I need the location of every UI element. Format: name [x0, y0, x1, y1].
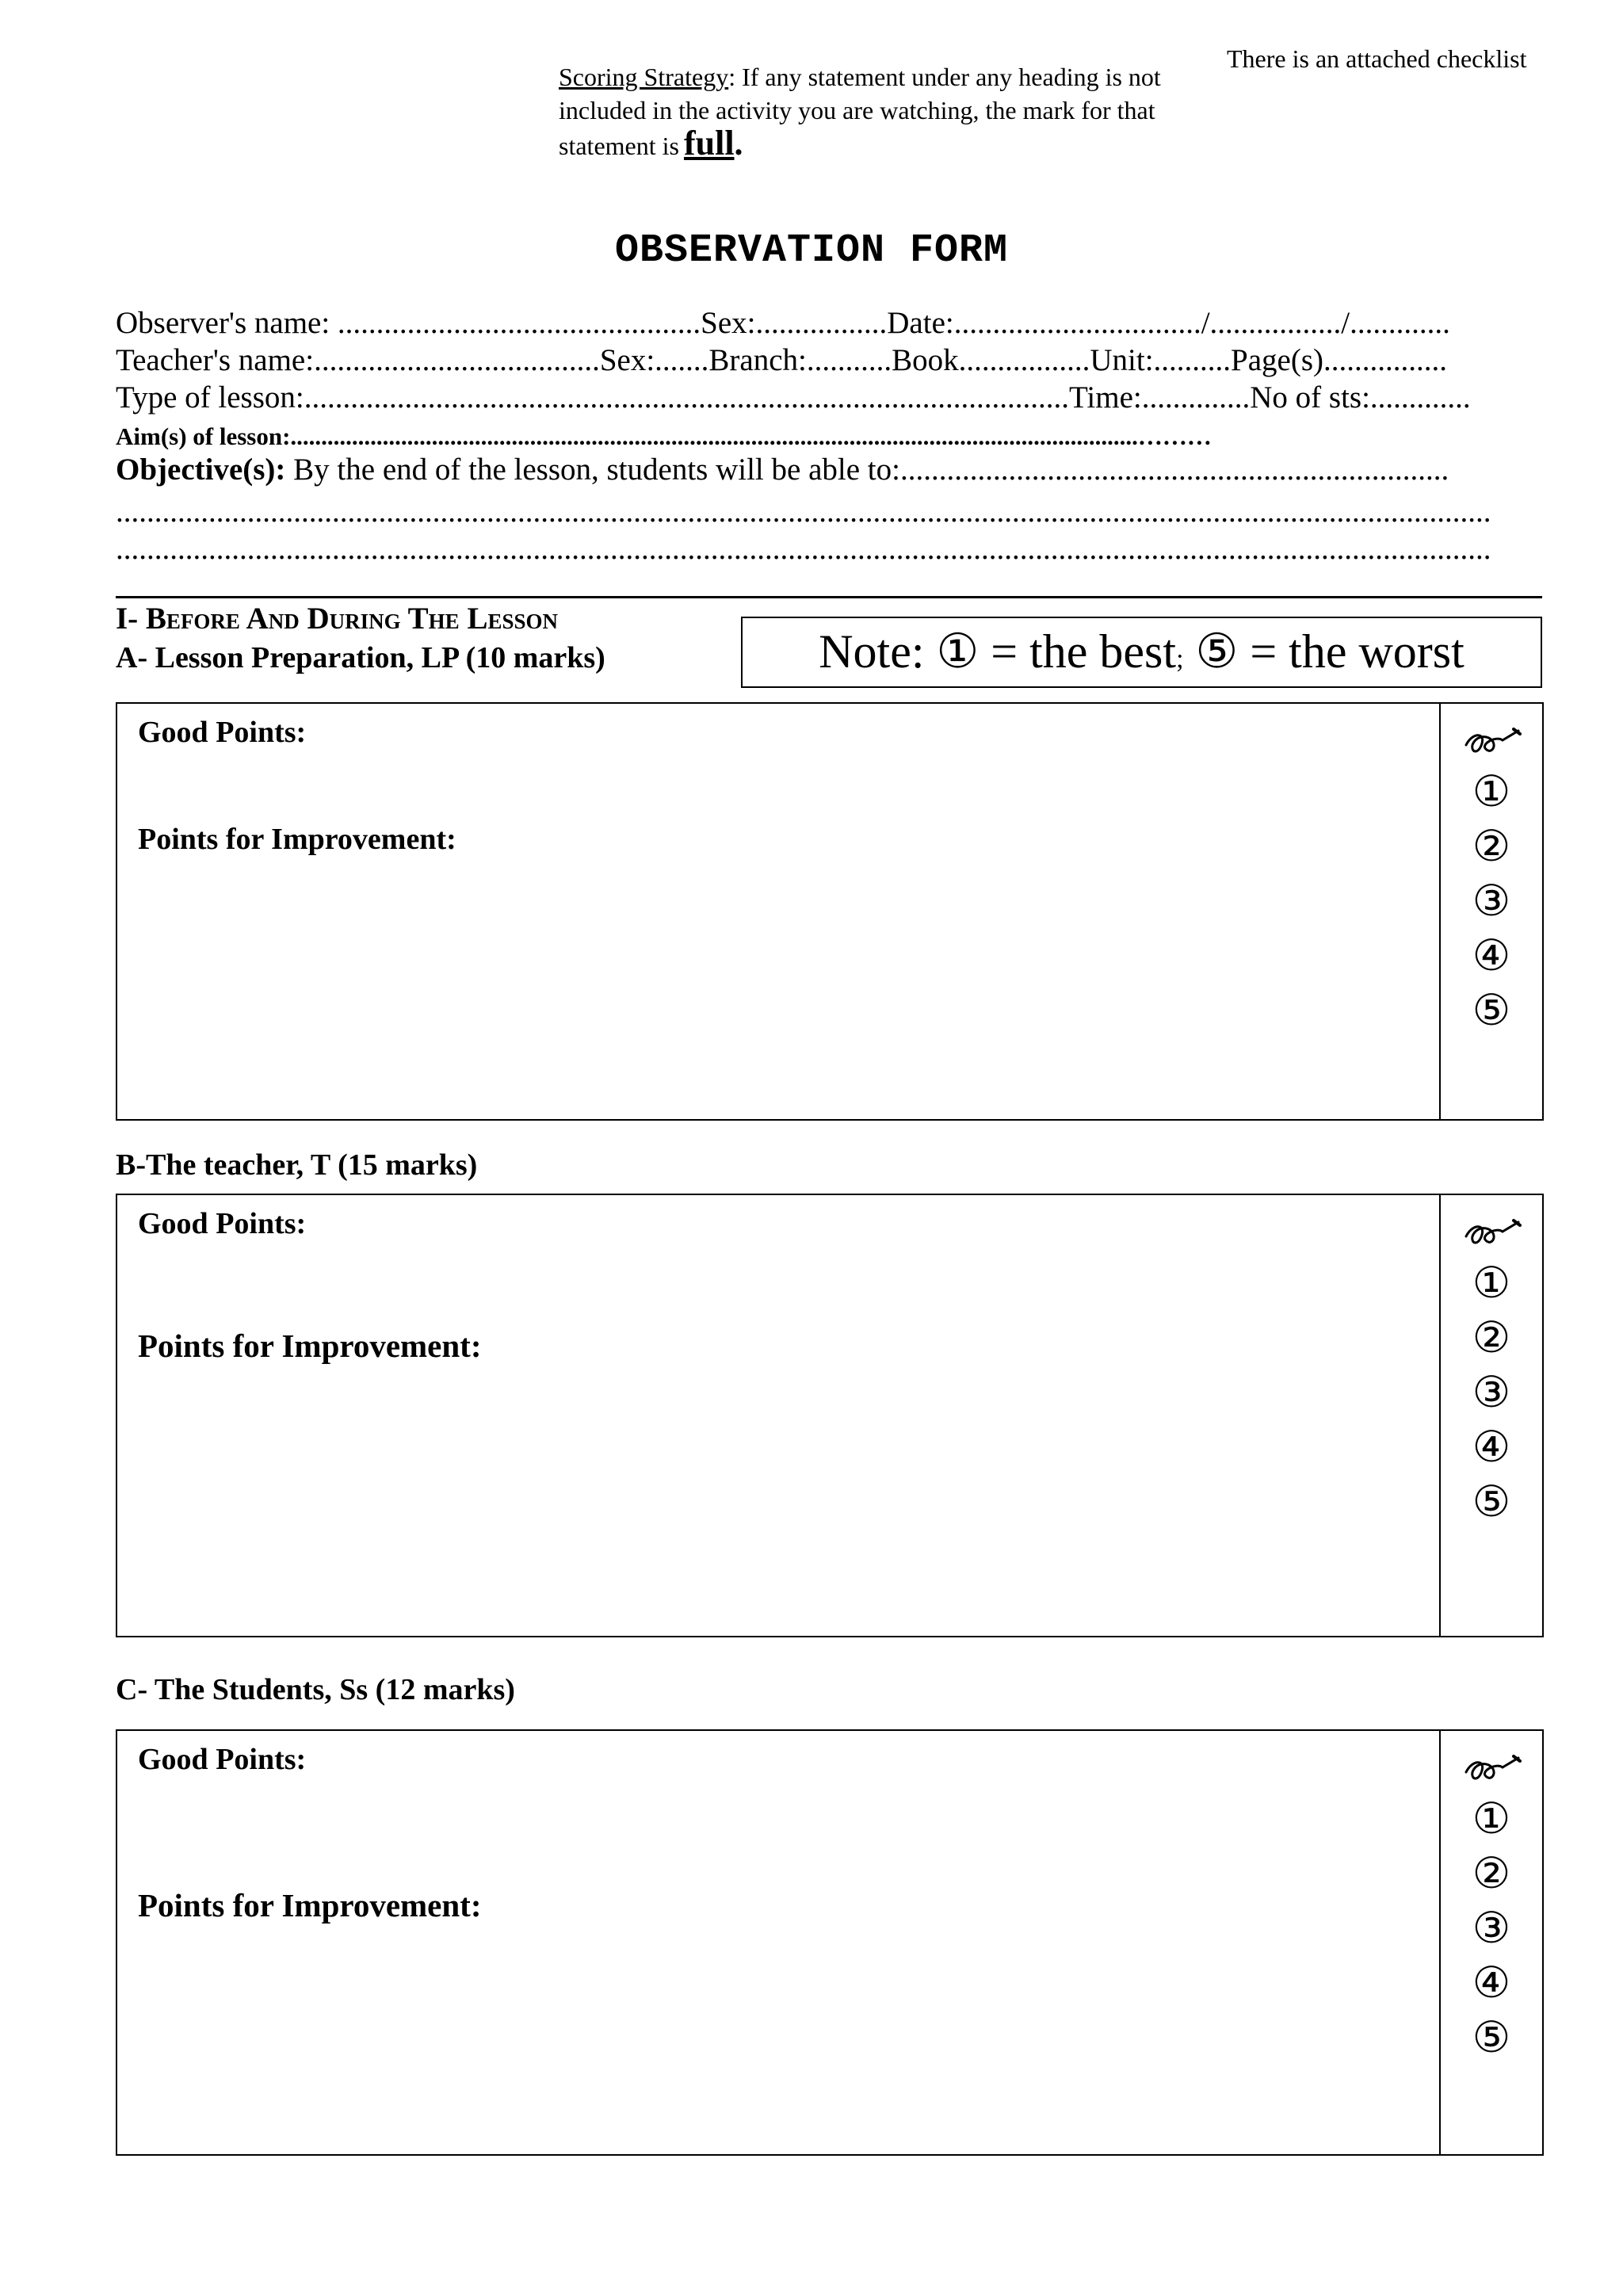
rating-column: [1439, 704, 1542, 1119]
rating-option-2[interactable]: ②: [1472, 1848, 1511, 1898]
rating-options: [1441, 1255, 1542, 1529]
improvement-label: Points for Improvement:: [138, 1328, 482, 1364]
objective-line: [116, 452, 1542, 488]
rating-options: [1441, 764, 1542, 1037]
rating-options: [1441, 1791, 1542, 2065]
pen-writing-icon: [1461, 726, 1522, 762]
good-points-label: Good Points:: [138, 1207, 307, 1240]
section-numeral: I-: [116, 602, 146, 636]
observer-name-line: Observer's name: ...............................................Sex:.................Date:................................/................./.............: [116, 306, 1450, 340]
rating-option-1[interactable]: ①: [1472, 1794, 1511, 1843]
page-title: OBSERVATION FORM: [614, 228, 1009, 273]
panel-students: [116, 1729, 1544, 2156]
rating-note-best: Note: ① = the best: [819, 625, 1177, 678]
panel-b-heading: B-The teacher, T (15 marks): [116, 1148, 478, 1182]
rating-option-1[interactable]: ①: [1472, 766, 1511, 816]
panel-lesson-preparation: [116, 702, 1544, 1121]
teacher-name-line: Teacher's name:.....................................Sex:.......Branch:...........Book.................Unit:..........Page(s)................: [116, 343, 1448, 377]
rating-note-worst: ⑤ = the worst: [1183, 625, 1465, 678]
objective-dots-1: ..................................................................................................................................................................................: [116, 495, 1491, 529]
scoring-strategy-label: Scoring Strategy: [559, 63, 729, 91]
improvement-label: Points for Improvement:: [138, 1887, 482, 1924]
objective-label: Objective(s):: [116, 453, 286, 487]
objective-text: By the end of the lesson, students will be able to:.......................................................................: [285, 453, 1449, 487]
pen-writing-icon: [1461, 1753, 1522, 1790]
good-points-label: Good Points:: [138, 716, 307, 749]
rating-column: [1439, 1195, 1542, 1636]
lesson-aim-line: Aim(s) of lesson:..........................................................................................................................................………: [116, 422, 1212, 450]
rating-option-5[interactable]: ⑤: [1472, 985, 1511, 1035]
panel-c-heading: C- The Students, Ss (12 marks): [116, 1673, 515, 1706]
rating-option-3[interactable]: ③: [1472, 1367, 1511, 1417]
rating-note-semicolon: ;: [1176, 644, 1184, 674]
pen-writing-icon: [1461, 1217, 1522, 1254]
good-points-label: Good Points:: [138, 1743, 307, 1776]
section-title: Before And During The Lesson: [145, 602, 558, 636]
panel-a-heading: A- Lesson Preparation, LP (10 marks): [116, 641, 605, 674]
improvement-label: Points for Improvement:: [138, 823, 456, 856]
panel-teacher: [116, 1194, 1544, 1637]
rating-option-4[interactable]: ④: [1472, 1422, 1511, 1472]
lesson-type-line: Type of lesson:...................................................................................................Time:..............No of sts:.............: [116, 380, 1471, 415]
rating-option-1[interactable]: ①: [1472, 1258, 1511, 1308]
rating-option-5[interactable]: ⑤: [1472, 2012, 1511, 2062]
rating-option-3[interactable]: ③: [1472, 1903, 1511, 1953]
scoring-strategy: [559, 60, 1216, 162]
scoring-strategy-text: : If any statement under any heading is not included in the activity you are watching, the mark for that statement is: [559, 63, 1161, 160]
section-divider: [116, 596, 1542, 598]
rating-option-3[interactable]: ③: [1472, 876, 1511, 926]
attached-checklist-note: There is an attached checklist: [1227, 44, 1527, 73]
rating-option-2[interactable]: ②: [1472, 1312, 1511, 1362]
scoring-strategy-period: .: [734, 124, 743, 162]
scoring-strategy-full: full: [683, 124, 735, 162]
section-heading: [116, 601, 558, 636]
rating-column: [1439, 1731, 1542, 2154]
rating-option-4[interactable]: ④: [1472, 1958, 1511, 2008]
objective-dots-2: ..................................................................................................................................................................................: [116, 532, 1491, 566]
rating-option-4[interactable]: ④: [1472, 930, 1511, 980]
rating-option-5[interactable]: ⑤: [1472, 1477, 1511, 1526]
rating-note-box: [741, 617, 1542, 688]
rating-option-2[interactable]: ②: [1472, 821, 1511, 871]
